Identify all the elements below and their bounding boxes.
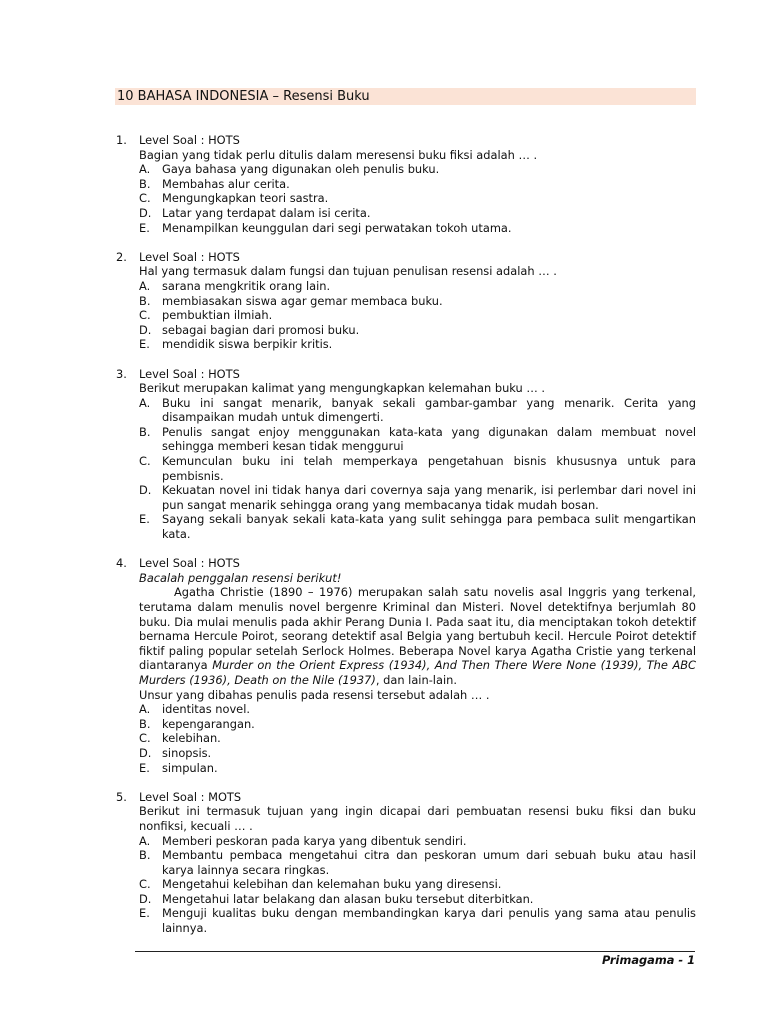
option-text: Kekuatan novel ini tidak hanya dari covernya saja yang menarik, isi perlembar dari novel ini pun sangat menarik sehingga orang yang membacanya tidak mudah bosan. (162, 483, 696, 512)
option-c (139, 191, 696, 206)
option-c (139, 731, 696, 746)
option-text: Penulis sangat enjoy menggunakan kata-kata yang digunakan dalam membuat novel sehingga memberi kesan tidak menggurui (162, 424, 696, 454)
question-level: Level Soal : HOTS (139, 556, 240, 571)
option-text: Mengetahui latar belakang dan alasan buku tersebut diterbitkan. (162, 891, 534, 906)
option-text: Sayang sekali banyak sekali kata-kata yang sulit sehingga para pembaca sulit mengartikan kata. (162, 512, 696, 542)
option-letter: D. (139, 891, 152, 906)
excerpt-text-end: , dan lain-lain. (375, 672, 457, 687)
option-letter: E. (139, 760, 150, 775)
option-text: Mengungkapkan teori sastra. (162, 191, 329, 206)
option-letter: D. (139, 745, 152, 760)
question-level: Level Soal : HOTS (139, 366, 240, 381)
option-letter: B. (139, 176, 151, 191)
question-prompt: Berikut ini termasuk tujuan yang ingin dicapai dari pembuatan resensi buku fiksi dan buku nonfiksi, kecuali … . (139, 804, 696, 833)
question-number: 4. (116, 556, 127, 571)
option-list (139, 162, 696, 235)
excerpt-book-titles: Murder on the Orient Express (1934), And Then There Were None (1939), The ABC Murders (1936), Death on the Nile (1937) (139, 658, 697, 687)
option-e (139, 761, 696, 776)
question-list (116, 133, 696, 950)
footer-divider (135, 951, 695, 952)
review-excerpt (139, 585, 696, 687)
question-number: 1. (116, 133, 127, 147)
option-e (139, 512, 696, 541)
question-2 (116, 250, 696, 352)
option-list (139, 702, 696, 775)
option-b (139, 294, 696, 309)
question-prompt: Berikut merupakan kalimat yang mengungkapkan kelemahan buku … . (139, 381, 546, 396)
option-b (139, 848, 696, 877)
option-a (139, 834, 696, 849)
option-c (139, 454, 696, 483)
option-letter: A. (139, 833, 151, 848)
option-text: sebagai bagian dari promosi buku. (162, 322, 360, 337)
option-text: kelebihan. (162, 731, 221, 746)
document-title: 10 BAHASA INDONESIA – Resensi Buku (115, 88, 696, 105)
option-text: pembuktian ilmiah. (162, 308, 273, 323)
option-b (139, 177, 696, 192)
question-3 (116, 367, 696, 542)
option-e (139, 221, 696, 236)
option-text: Latar yang terdapat dalam isi cerita. (162, 205, 371, 220)
question-prompt: Bagian yang tidak perlu ditulis dalam meresensi buku fiksi adalah … . (139, 147, 538, 162)
option-a (139, 279, 696, 294)
option-text: mendidik siswa berpikir kritis. (162, 337, 333, 352)
question-level: Level Soal : HOTS (139, 133, 240, 147)
option-text: Gaya bahasa yang digunakan oleh penulis buku. (162, 162, 440, 177)
question-number: 3. (116, 366, 127, 381)
option-text: simpulan. (162, 760, 218, 775)
option-letter: D. (139, 483, 152, 498)
option-c (139, 308, 696, 323)
option-letter: D. (139, 205, 152, 220)
page-footer: Primagama - 1 (601, 953, 695, 967)
option-text: sinopsis. (162, 745, 212, 760)
option-list (139, 834, 696, 936)
option-a (139, 396, 696, 425)
option-text: Menguji kualitas buku dengan membandingkan karya dari penulis yang sama atau penulis lainnya. (162, 906, 696, 936)
option-letter: B. (139, 424, 151, 439)
question-4 (116, 556, 696, 775)
option-e (139, 337, 696, 352)
question-prompt: Hal yang termasuk dalam fungsi dan tujuan penulisan resensi adalah … . (139, 264, 557, 279)
option-list (139, 396, 696, 542)
option-letter: B. (139, 716, 151, 731)
option-letter: C. (139, 877, 151, 892)
option-b (139, 717, 696, 732)
option-text: Menampilkan keunggulan dari segi perwatakan tokoh utama. (162, 220, 512, 235)
option-letter: C. (139, 308, 151, 323)
option-text: Membahas alur cerita. (162, 176, 290, 191)
option-text: sarana mengkritik orang lain. (162, 278, 331, 293)
excerpt-text: Agatha Christie (1890 – 1976) merupakan salah satu novelis asal Inggris yang terkenal, terutama dalam menulis novel bergenre Kriminal dan Misteri. Novel detektifnya berjumlah 80 buku. Dia mulai menulis pada akhir Perang Dunia I. Pada saat itu, dia menciptakan tokoh detektif bernama Hercule Poirot, seorang detektif asal Belgia yang bertubuh kecil. Hercule Poirot detektif fiktif paling popular setelah Serlock Holmes. Beberapa Novel karya Agatha Cristie yang terkenal diantaranya (139, 585, 696, 673)
option-text: Buku ini sangat menarik, banyak sekali gambar-gambar yang menarik. Cerita yang disampaikan mudah untuk dimengerti. (162, 395, 696, 425)
option-d (139, 892, 696, 907)
option-text: membiasakan siswa agar gemar membaca buku. (162, 293, 443, 308)
question-1 (116, 133, 696, 235)
option-letter: E. (139, 220, 150, 235)
option-letter: A. (139, 395, 151, 410)
question-instruction: Bacalah penggalan resensi berikut! (139, 570, 342, 585)
option-c (139, 877, 696, 892)
question-number: 2. (116, 249, 127, 264)
option-list (139, 279, 696, 352)
option-letter: B. (139, 848, 151, 863)
option-text: kepengarangan. (162, 716, 255, 731)
option-letter: B. (139, 293, 151, 308)
option-text: identitas novel. (162, 702, 250, 717)
option-text: Mengetahui kelebihan dan kelemahan buku yang diresensi. (162, 877, 502, 892)
option-letter: A. (139, 702, 151, 717)
option-letter: A. (139, 162, 151, 177)
option-text: Kemunculan buku ini telah memperkaya pengetahuan bisnis khususnya untuk para pembisnis. (162, 454, 696, 483)
question-5 (116, 790, 696, 936)
option-letter: E. (139, 906, 150, 921)
option-letter: A. (139, 278, 151, 293)
question-prompt: Unsur yang dibahas penulis pada resensi tersebut adalah … . (139, 687, 490, 702)
option-letter: E. (139, 337, 150, 352)
option-letter: E. (139, 512, 150, 527)
question-level: Level Soal : HOTS (139, 249, 240, 264)
option-b (139, 425, 696, 454)
question-level: Level Soal : MOTS (139, 789, 242, 804)
option-text: Membantu pembaca mengetahui citra dan peskoran umum dari sebuah buku atau hasil karya lainnya secara ringkas. (162, 848, 696, 877)
option-letter: C. (139, 731, 151, 746)
option-a (139, 702, 696, 717)
option-letter: C. (139, 191, 151, 206)
option-e (139, 906, 696, 935)
option-letter: D. (139, 322, 152, 337)
option-d (139, 746, 696, 761)
option-letter: C. (139, 454, 151, 469)
option-text: Memberi peskoran pada karya yang dibentuk sendiri. (162, 833, 467, 848)
option-a (139, 162, 696, 177)
question-number: 5. (116, 789, 127, 804)
option-d (139, 206, 696, 221)
option-d (139, 483, 696, 512)
option-d (139, 323, 696, 338)
